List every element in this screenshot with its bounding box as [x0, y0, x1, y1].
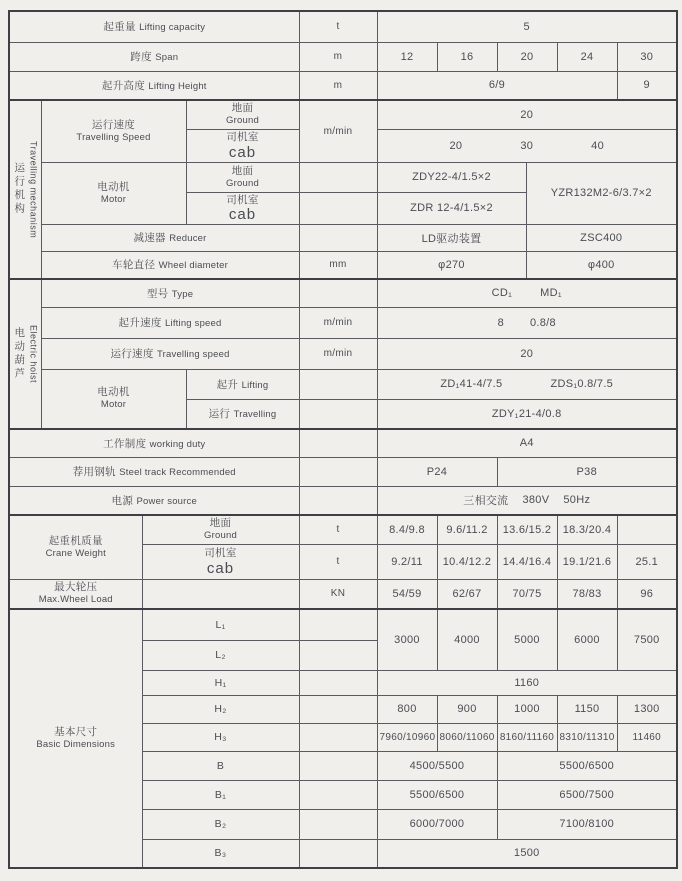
span-value-20m: 20	[497, 42, 557, 71]
steel-track-label-en: Steel track Recommended	[119, 467, 236, 478]
travel-speed-cab-sublabel	[186, 129, 299, 162]
row-dim-l1	[9, 609, 677, 640]
hoist-lifting-speed-label	[41, 307, 299, 338]
basic-dimensions-label-zh: 基本尺寸	[54, 726, 98, 738]
hoist-motor-lifting-v1: ZD₁41-4/7.5	[440, 378, 503, 390]
max-wheel-load-30m: 96	[617, 579, 677, 609]
dim-b2-right: 7100/8100	[497, 809, 677, 839]
crane-weight-cab-sublabel	[142, 544, 299, 579]
lifting-capacity-label	[9, 11, 299, 42]
hoist-travelling-speed-label-zh: 运行速度	[110, 348, 154, 360]
dim-h2-label: H₂	[142, 695, 299, 723]
hoist-type-md1: MD₁	[540, 287, 562, 300]
hoist-motor-lifting-sublabel	[186, 369, 299, 399]
row-power-source	[9, 486, 677, 515]
dim-b3-value: 1500	[377, 839, 677, 868]
travel-motor-cab-value: ZDR 12-4/1.5×2	[377, 192, 526, 224]
span-value-24m: 24	[557, 42, 617, 71]
row-max-wheel-load	[9, 579, 677, 609]
cab-sublabel-zh: 司机室	[226, 131, 259, 144]
motor-cab-sublabel-zh: 司机室	[226, 193, 259, 206]
dim-l2-unit-empty	[299, 640, 377, 670]
travel-speed-cab-values	[377, 129, 677, 162]
dim-h3-30m: 11460	[617, 723, 677, 751]
working-duty-label	[9, 429, 299, 457]
steel-track-label	[9, 457, 299, 486]
crane-weight-label-en: Crane Weight	[45, 547, 106, 559]
dim-h2-30m: 1300	[617, 695, 677, 723]
power-source-value	[377, 486, 677, 515]
row-steel-track	[9, 457, 677, 486]
crane-spec-table	[8, 10, 678, 869]
travel-motor-cab-unit-empty	[299, 192, 377, 224]
max-wheel-load-24m: 78/83	[557, 579, 617, 609]
wheel-diameter-label-en: Wheel diameter	[158, 260, 228, 272]
section-electric-hoist	[9, 279, 41, 429]
hoist-motor-label-zh: 电动机	[97, 386, 130, 399]
row-working-duty	[9, 429, 677, 457]
hoist-travelling-speed-label-en: Travelling speed	[157, 349, 230, 360]
hoist-motor-lifting-unit-empty	[299, 369, 377, 399]
travel-motor-ground-value: ZDY22-4/1.5×2	[377, 162, 526, 192]
dim-l2-label: L₂	[142, 640, 299, 670]
dim-h1-value: 1160	[377, 670, 677, 695]
working-duty-label-en: working duty	[149, 438, 206, 450]
span-label-zh: 跨度	[130, 51, 152, 63]
lifting-capacity-value: 5	[377, 11, 677, 42]
working-duty-unit-empty	[299, 429, 377, 457]
travel-speed-label-zh: 运行速度	[91, 118, 136, 131]
crane-weight-label-zh: 起重机质量	[48, 534, 103, 547]
crane-weight-ground-en: Ground	[204, 530, 237, 542]
row-hoist-motor-lifting	[9, 369, 677, 399]
dim-b3-unit-empty	[299, 839, 377, 868]
span-label	[9, 42, 299, 71]
dim-h3-20m: 8160/11160	[497, 723, 557, 751]
lifting-capacity-unit: t	[299, 11, 377, 42]
reducer-unit-empty	[299, 224, 377, 251]
reducer-label-en: Reducer	[169, 233, 207, 244]
max-wheel-load-20m: 70/75	[497, 579, 557, 609]
hoist-type-unit-empty	[299, 279, 377, 307]
dim-b1-right: 6500/7500	[497, 780, 677, 809]
reducer-right-value: ZSC400	[526, 224, 677, 251]
row-lifting-height	[9, 71, 677, 100]
wheel-diameter-label	[41, 251, 299, 279]
max-wheel-load-label-zh: 最大轮压	[54, 581, 98, 594]
max-wheel-load-12m: 54/59	[377, 579, 437, 609]
power-source-label-zh: 电源	[111, 494, 134, 507]
max-wheel-load-sublabel-empty	[142, 579, 299, 609]
span-value-16m: 16	[437, 42, 497, 71]
row-hoist-type	[9, 279, 677, 307]
lifting-height-label-en: Lifting Height	[148, 80, 207, 92]
lifting-height-last-value: 9	[617, 71, 677, 100]
basic-dimensions-label-en: Basic Dimensions	[36, 739, 116, 751]
lifting-capacity-label-zh: 起重量	[103, 21, 136, 34]
max-wheel-load-label	[9, 579, 142, 609]
hoist-motor-lifting-sublabel-en: Lifting	[241, 379, 269, 391]
row-hoist-lifting-speed	[9, 307, 677, 338]
section-travelling-mechanism	[9, 100, 41, 279]
dim-h2-unit-empty	[299, 695, 377, 723]
crane-weight-cab-20m: 14.4/16.4	[497, 544, 557, 579]
dim-b1-left: 5500/6500	[377, 780, 497, 809]
power-source-ac: 三相交流	[463, 495, 509, 508]
wheel-diameter-unit: mm	[299, 251, 377, 279]
travel-motor-right-value: YZR132M2-6/3.7×2	[526, 162, 677, 224]
dim-h2-24m: 1150	[557, 695, 617, 723]
dim-b1-label: B₁	[142, 780, 299, 809]
dim-h2-16m: 900	[437, 695, 497, 723]
hoist-motor-lifting-v2: ZDS₁0.8/7.5	[550, 378, 614, 390]
hoist-motor-lifting-values	[377, 369, 677, 399]
travel-speed-label	[41, 100, 186, 162]
dim-h1-unit-empty	[299, 670, 377, 695]
wheel-diameter-left-value: φ270	[377, 251, 526, 279]
hoist-type-values	[377, 279, 677, 307]
hoist-motor-travelling-sublabel	[186, 399, 299, 429]
hoist-lifting-speed-values	[377, 307, 677, 338]
dim-l-24m: 6000	[557, 609, 617, 670]
travel-speed-label-en: Travelling Speed	[76, 131, 151, 143]
crane-weight-label	[9, 515, 142, 579]
power-source-unit-empty	[299, 486, 377, 515]
travel-motor-label-zh: 电动机	[97, 180, 130, 193]
travel-speed-ground-value: 20	[377, 100, 677, 129]
crane-weight-cab-24m: 19.1/21.6	[557, 544, 617, 579]
row-travel-speed-ground	[9, 100, 677, 129]
hoist-type-cd1: CD₁	[491, 287, 513, 300]
hoist-motor-travelling-value: ZDY₁21-4/0.8	[377, 399, 677, 429]
crane-weight-cab-unit: t	[299, 544, 377, 579]
crane-weight-ground-30m	[617, 515, 677, 544]
travel-speed-ground-sublabel	[186, 100, 299, 129]
travel-motor-ground-unit-empty	[299, 162, 377, 192]
crane-weight-ground-unit: t	[299, 515, 377, 544]
dim-h3-unit-empty	[299, 723, 377, 751]
dim-l1-label: L₁	[142, 609, 299, 640]
steel-track-unit-empty	[299, 457, 377, 486]
section-travelling-mechanism-zh: 运行机构	[13, 162, 26, 217]
crane-weight-ground-zh: 地面	[209, 517, 232, 530]
row-span	[9, 42, 677, 71]
dim-b1-unit-empty	[299, 780, 377, 809]
lifting-height-label-zh: 起升高度	[101, 79, 146, 92]
dim-h2-20m: 1000	[497, 695, 557, 723]
hoist-lifting-speed-unit: m/min	[299, 307, 377, 338]
hoist-motor-label	[41, 369, 186, 429]
section-electric-hoist-en: Electric hoist	[28, 324, 39, 384]
hoist-lifting-speed-label-en: Lifting speed	[165, 318, 222, 329]
dim-h3-12m: 7960/10960	[377, 723, 437, 751]
span-label-en: Span	[155, 52, 179, 63]
crane-weight-cab-16m: 10.4/12.2	[437, 544, 497, 579]
row-reducer	[9, 224, 677, 251]
cab-speed-40: 40	[591, 139, 605, 152]
dim-b2-label: B₂	[142, 809, 299, 839]
crane-weight-ground-24m: 18.3/20.4	[557, 515, 617, 544]
power-source-voltage: 380V	[522, 494, 550, 507]
dim-h2-12m: 800	[377, 695, 437, 723]
steel-track-p24: P24	[377, 457, 497, 486]
steel-track-p38: P38	[497, 457, 677, 486]
section-electric-hoist-zh: 电动葫芦	[13, 327, 26, 381]
hoist-motor-travelling-sublabel-en: Travelling	[233, 409, 277, 421]
hoist-travelling-speed-unit: m/min	[299, 338, 377, 369]
crane-weight-cab-30m: 25.1	[617, 544, 677, 579]
span-value-30m: 30	[617, 42, 677, 71]
wheel-diameter-label-zh: 车轮直径	[112, 259, 156, 272]
dim-b-left: 4500/5500	[377, 751, 497, 780]
crane-weight-ground-12m: 8.4/9.8	[377, 515, 437, 544]
steel-track-label-zh: 荐用钢轨	[72, 466, 116, 478]
travel-motor-cab-sublabel	[186, 192, 299, 224]
dim-b-right: 5500/6500	[497, 751, 677, 780]
max-wheel-load-label-en: Max.Wheel Load	[38, 594, 113, 606]
reducer-label-zh: 减速器	[133, 232, 166, 244]
working-duty-label-zh: 工作制度	[103, 437, 147, 450]
crane-weight-ground-20m: 13.6/15.2	[497, 515, 557, 544]
dim-l1-unit-empty	[299, 609, 377, 640]
travel-speed-unit: m/min	[299, 100, 377, 162]
hoist-lifting-speed-v2: 0.8/8	[529, 316, 556, 329]
dim-h1-label: H₁	[142, 670, 299, 695]
motor-ground-sublabel-en: Ground	[226, 177, 259, 189]
hoist-motor-travelling-sublabel-zh: 运行	[208, 408, 231, 421]
hoist-motor-travelling-unit-empty	[299, 399, 377, 429]
dim-b-label: B	[142, 751, 299, 780]
motor-cab-sublabel-en: cab	[228, 206, 257, 224]
dim-h3-label: H₃	[142, 723, 299, 751]
dim-l-12m: 3000	[377, 609, 437, 670]
dim-b2-unit-empty	[299, 809, 377, 839]
dim-h3-16m: 8060/11060	[437, 723, 497, 751]
hoist-type-label-zh: 型号	[146, 287, 169, 300]
row-lifting-capacity	[9, 11, 677, 42]
power-source-label-en: Power source	[136, 495, 197, 507]
travel-motor-label-en: Motor	[100, 193, 127, 205]
span-value-12m: 12	[377, 42, 437, 71]
lifting-height-label	[9, 71, 299, 100]
cab-speed-20: 20	[449, 139, 463, 152]
hoist-type-label	[41, 279, 299, 307]
dim-h3-24m: 8310/11310	[557, 723, 617, 751]
crane-weight-cab-zh: 司机室	[204, 547, 237, 560]
row-wheel-diameter	[9, 251, 677, 279]
power-source-label	[9, 486, 299, 515]
hoist-motor-label-en: Motor	[100, 399, 127, 411]
section-travelling-mechanism-en: Travelling mechanism	[28, 140, 39, 239]
reducer-left-value: LD驱动装置	[377, 224, 526, 251]
hoist-lifting-speed-v1: 8	[497, 316, 504, 329]
dim-b-unit-empty	[299, 751, 377, 780]
crane-weight-ground-16m: 9.6/11.2	[437, 515, 497, 544]
lifting-capacity-label-en: Lifting capacity	[139, 22, 206, 34]
dim-l-16m: 4000	[437, 609, 497, 670]
lifting-height-main-value: 6/9	[377, 71, 617, 100]
hoist-travelling-speed-value: 20	[377, 338, 677, 369]
lifting-height-unit: m	[299, 71, 377, 100]
hoist-travelling-speed-label	[41, 338, 299, 369]
reducer-label	[41, 224, 299, 251]
max-wheel-load-16m: 62/67	[437, 579, 497, 609]
hoist-type-label-en: Type	[171, 288, 194, 300]
row-hoist-travelling-speed	[9, 338, 677, 369]
power-source-frequency: 50Hz	[563, 494, 591, 507]
crane-weight-cab-en: cab	[206, 559, 235, 577]
row-crane-weight-ground	[9, 515, 677, 544]
dim-b2-left: 6000/7000	[377, 809, 497, 839]
section-basic-dimensions	[9, 609, 142, 868]
max-wheel-load-unit: KN	[299, 579, 377, 609]
dim-l-30m: 7500	[617, 609, 677, 670]
ground-sublabel-zh: 地面	[231, 102, 254, 115]
hoist-lifting-speed-label-zh: 起升速度	[118, 317, 162, 329]
travel-motor-label	[41, 162, 186, 224]
motor-ground-sublabel-zh: 地面	[231, 164, 254, 177]
travel-motor-ground-sublabel	[186, 162, 299, 192]
cab-sublabel-en: cab	[228, 143, 257, 161]
row-travel-motor-ground	[9, 162, 677, 192]
wheel-diameter-right-value: φ400	[526, 251, 677, 279]
dim-b3-label: B₃	[142, 839, 299, 868]
dim-l-20m: 5000	[497, 609, 557, 670]
crane-weight-ground-sublabel	[142, 515, 299, 544]
ground-sublabel-en: Ground	[226, 115, 259, 127]
working-duty-value: A4	[377, 429, 677, 457]
cab-speed-30: 30	[520, 139, 534, 152]
hoist-motor-lifting-sublabel-zh: 起升	[216, 378, 239, 391]
span-unit: m	[299, 42, 377, 71]
crane-weight-cab-12m: 9.2/11	[377, 544, 437, 579]
